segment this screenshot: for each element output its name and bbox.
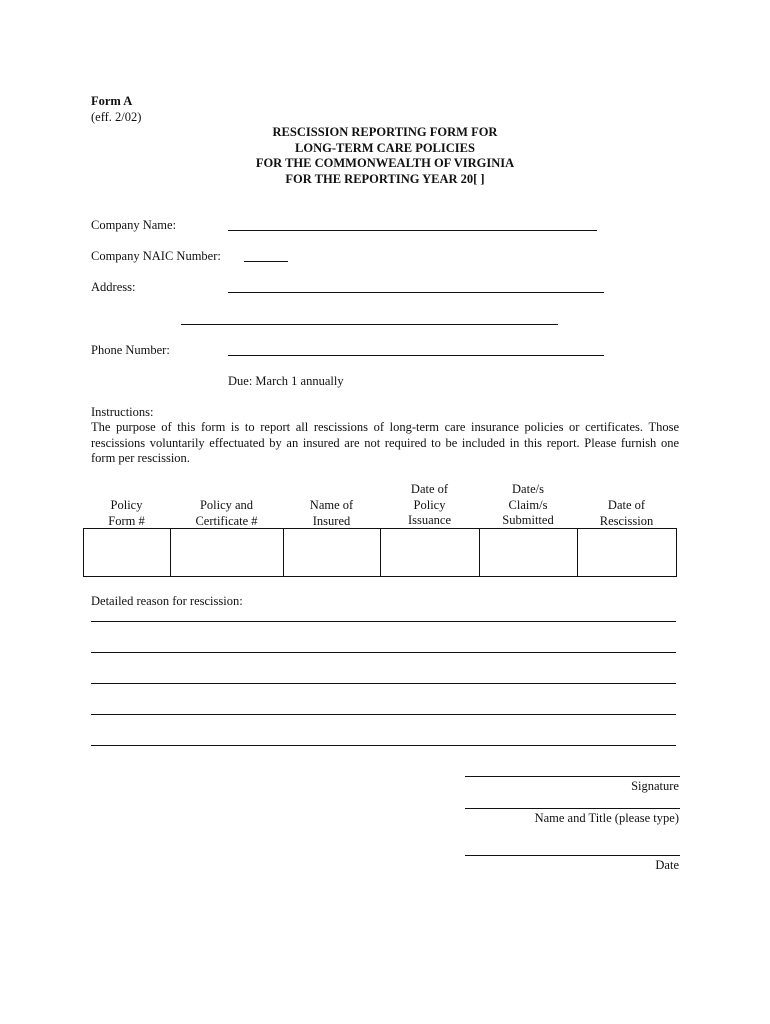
naic-label: Company NAIC Number: xyxy=(91,249,221,263)
address-label: Address: xyxy=(91,280,136,294)
address-field-line-1[interactable] xyxy=(228,292,604,293)
effective-date: (eff. 2/02) xyxy=(91,110,142,124)
insured-name-cell[interactable] xyxy=(284,529,381,577)
reason-line-4[interactable] xyxy=(91,714,676,715)
col-header-text: Certificate # xyxy=(195,513,258,528)
col-header-text: Issuance xyxy=(407,513,452,527)
instructions-heading: Instructions: xyxy=(91,405,154,419)
col-header-text: Date/s xyxy=(512,482,544,496)
reason-line-1[interactable] xyxy=(91,621,676,622)
naic-number-field[interactable] xyxy=(244,261,288,262)
reason-label: Detailed reason for rescission: xyxy=(91,594,243,608)
name-title-field[interactable] xyxy=(465,808,680,809)
form-title-line-4: FOR THE REPORTING YEAR 20[ ] xyxy=(285,172,485,186)
policy-form-cell[interactable] xyxy=(84,529,171,577)
form-title-line-1: RESCISSION REPORTING FORM FOR xyxy=(272,125,498,139)
form-title-line-2: LONG-TERM CARE POLICIES xyxy=(295,141,475,155)
col-header-text: Policy xyxy=(413,497,446,512)
form-title-line-3: FOR THE COMMONWEALTH OF VIRGINIA xyxy=(255,156,515,170)
col-header-text: Submitted xyxy=(502,513,554,527)
reason-line-2[interactable] xyxy=(91,652,676,653)
phone-label: Phone Number: xyxy=(91,343,170,357)
col-header-rescission-date xyxy=(577,498,676,529)
col-header-text: Date of xyxy=(607,498,646,512)
col-header-text: Policy and xyxy=(199,498,254,512)
date-field[interactable] xyxy=(465,855,680,856)
due-date-text: Due: March 1 annually xyxy=(228,374,344,388)
col-header-policy-issuance xyxy=(380,482,479,529)
form-name: Form A xyxy=(91,94,133,108)
reason-line-3[interactable] xyxy=(91,683,676,684)
name-title-label: Name and Title (please type) xyxy=(534,811,679,825)
claims-submitted-date-cell[interactable] xyxy=(480,529,578,577)
col-header-policy-form xyxy=(83,498,170,529)
policy-issuance-date-cell[interactable] xyxy=(381,529,480,577)
signature-field[interactable] xyxy=(465,776,680,777)
company-name-field[interactable] xyxy=(228,230,597,231)
phone-number-field[interactable] xyxy=(228,355,604,356)
col-header-certificate xyxy=(170,498,283,529)
col-header-text: Name of xyxy=(309,498,354,512)
reason-line-5[interactable] xyxy=(91,745,676,746)
col-header-text: Date of xyxy=(410,482,449,496)
signature-label: Signature xyxy=(631,779,679,793)
instructions-body: The purpose of this form is to report all rescissions of long-term care insurance policies or certificates. Those rescissions voluntarily effectuated by an insured are not required to be included in this report. Please furnish one form per rescission. xyxy=(91,420,679,465)
rescission-table xyxy=(83,528,677,577)
rescission-date-cell[interactable] xyxy=(578,529,677,577)
col-header-text: Claim/s xyxy=(508,497,548,512)
col-header-text: Rescission xyxy=(599,513,654,528)
date-label: Date xyxy=(655,858,679,872)
col-header-claims-submitted xyxy=(479,482,577,529)
col-header-insured xyxy=(283,498,380,529)
col-header-text: Insured xyxy=(312,513,351,528)
address-field-line-2[interactable] xyxy=(181,324,558,325)
company-name-label: Company Name: xyxy=(91,218,177,232)
certificate-cell[interactable] xyxy=(171,529,284,577)
col-header-text: Form # xyxy=(108,513,145,528)
table-row xyxy=(84,529,677,577)
col-header-text: Policy xyxy=(110,498,143,512)
